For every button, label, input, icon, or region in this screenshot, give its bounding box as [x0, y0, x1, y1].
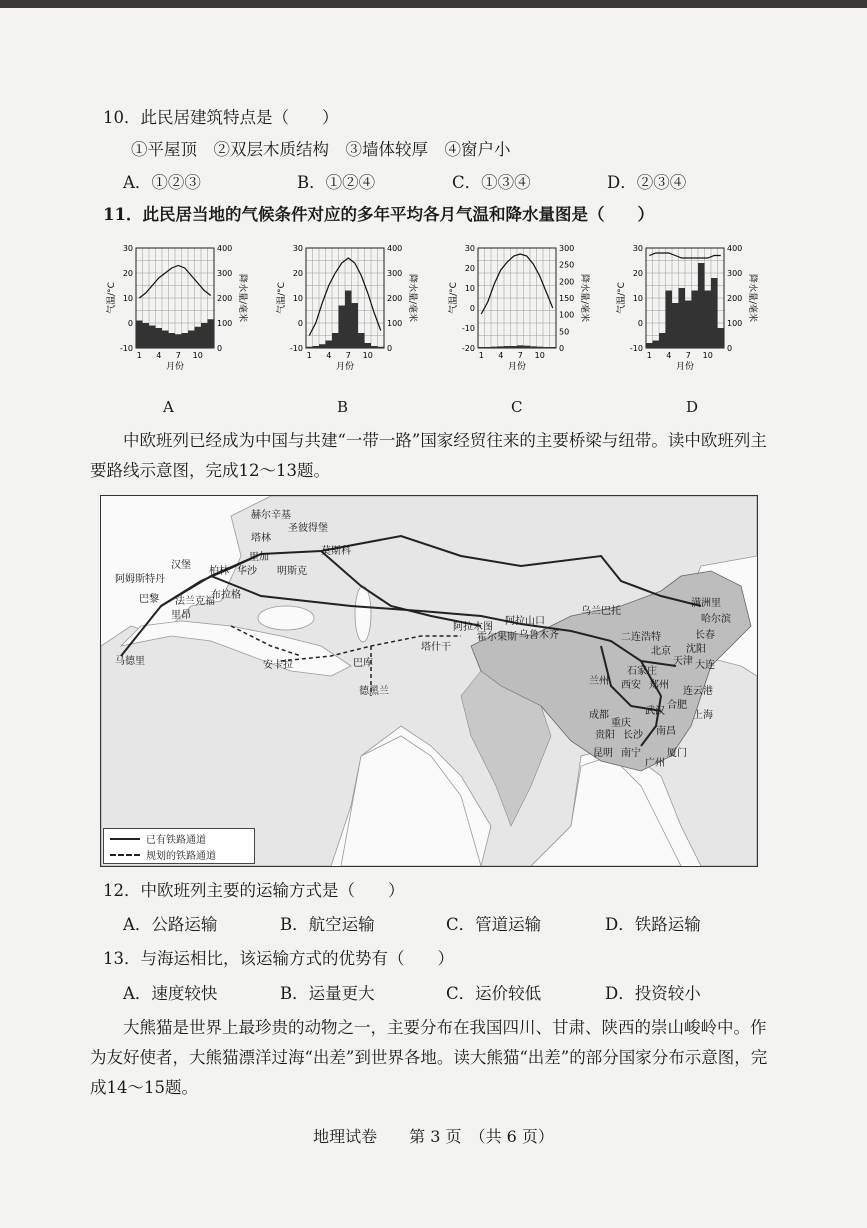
city-label: 南昌 — [656, 726, 676, 737]
intro-paragraph-railway: 中欧班列已经成为中国与共建“一带一路”国家经贸往来的主要桥梁与纽带。读中欧班列主要路线示意图，完成12～13题。 — [90, 431, 767, 480]
precip-tick-label: 200 — [727, 294, 743, 303]
month-tick-label: 1 — [478, 351, 484, 360]
q13-option-d: D．投资较小 — [605, 984, 701, 1003]
precip-tick-label: 250 — [559, 260, 575, 270]
q10-option-d: D．②③④ — [607, 173, 687, 192]
chart-label-b: B — [337, 398, 349, 416]
precip-tick-label: 100 — [217, 319, 233, 328]
city-label: 汉堡 — [171, 560, 191, 571]
temp-tick-label: -20 — [461, 344, 475, 353]
city-label: 大连 — [695, 660, 715, 671]
month-tick-label: 4 — [666, 351, 672, 360]
month-tick-label: 1 — [646, 351, 652, 360]
city-label: 厦门 — [667, 748, 687, 759]
city-label: 北京 — [651, 646, 671, 657]
month-tick-label: 1 — [306, 351, 312, 360]
temp-tick-label: 10 — [292, 294, 303, 303]
city-label: 贵阳 — [595, 730, 615, 741]
precip-bar — [313, 346, 320, 348]
scan-top-edge — [0, 0, 867, 8]
city-label: 武汉 — [645, 706, 665, 717]
precip-bar — [156, 328, 163, 348]
precip-bar — [646, 343, 653, 348]
precip-bar — [188, 331, 195, 349]
precip-tick-label: 400 — [387, 244, 403, 253]
city-label: 阿拉木图 — [453, 622, 493, 633]
precip-bar — [339, 306, 346, 349]
city-label: 阿拉山口 — [505, 616, 545, 627]
city-label: 圣彼得堡 — [288, 523, 328, 534]
q11-stem: 11．此民居当地的气候条件对应的多年平均各月气温和降水量图是（ ） — [103, 205, 654, 224]
precip-bar — [136, 321, 143, 349]
precip-bar — [692, 291, 699, 349]
precip-tick-label: 200 — [387, 294, 403, 303]
city-label: 天津 — [673, 656, 693, 667]
precip-bar — [352, 303, 359, 348]
temp-tick-label: -10 — [119, 344, 133, 353]
city-label: 赫尔辛基 — [251, 510, 291, 521]
precip-bar — [511, 346, 518, 348]
precip-bar — [358, 333, 365, 348]
city-label: 马德里 — [115, 656, 145, 667]
precip-bar — [524, 346, 531, 348]
precip-bar — [365, 343, 372, 348]
climate-chart-a — [107, 243, 247, 393]
precip-tick-label: 300 — [559, 244, 575, 253]
q12-option-c: C．管道运输 — [446, 915, 542, 934]
x-axis-label: 月份 — [335, 362, 355, 372]
precip-bar — [537, 347, 544, 348]
q13-option-c: C．运价较低 — [446, 984, 542, 1003]
temp-tick-label: -10 — [289, 344, 303, 353]
precip-bar — [195, 327, 202, 348]
y-axis-label: 气温/°C — [277, 282, 287, 314]
precip-bar — [705, 291, 712, 349]
city-label: 霍尔果斯 — [477, 632, 517, 643]
precip-tick-label: 300 — [387, 269, 403, 278]
temp-tick-label: 30 — [632, 244, 643, 253]
city-label: 重庆 — [611, 718, 631, 729]
precip-tick-label: 300 — [217, 269, 233, 278]
month-tick-label: 7 — [175, 351, 181, 360]
month-tick-label: 4 — [156, 351, 162, 360]
precip-bar — [169, 333, 176, 348]
precip-bar — [672, 303, 679, 348]
month-tick-label: 4 — [326, 351, 332, 360]
precip-tick-label: 0 — [387, 344, 393, 353]
precip-tick-label: 100 — [559, 310, 575, 320]
precip-tick-label: 200 — [217, 294, 233, 303]
legend-planned: 规划的铁路通道 — [146, 851, 216, 862]
precip-bar — [162, 331, 169, 349]
precip-bar — [175, 334, 182, 348]
precip-tick-label: 400 — [217, 244, 233, 253]
legend-existing: 已有铁路通道 — [146, 835, 206, 846]
x-axis-label: 月份 — [165, 362, 185, 372]
temp-tick-label: 0 — [469, 304, 475, 313]
precip-bar — [550, 347, 557, 348]
precip-tick-label: 100 — [727, 319, 743, 328]
q13-option-a: A．速度较快 — [123, 984, 218, 1003]
month-tick-label: 4 — [498, 351, 504, 360]
q12-stem: 12．中欧班列主要的运输方式是（ ） — [103, 881, 405, 900]
precip-bar — [530, 346, 537, 348]
temp-tick-label: 10 — [122, 294, 133, 303]
precip-bar — [517, 345, 524, 348]
precip-tick-label: 0 — [559, 344, 565, 353]
city-label: 明斯克 — [277, 566, 307, 577]
climate-chart-b — [277, 243, 417, 393]
chart-label-d: D — [686, 398, 699, 416]
city-label: 莫斯科 — [321, 546, 351, 557]
y2-axis-label: 降水量/毫米 — [407, 273, 417, 323]
q10-items: ①平屋顶 ②双层木质结构 ③墙体较厚 ④窗户小 — [131, 140, 511, 159]
city-label: 满洲里 — [691, 598, 721, 609]
precip-bar — [378, 347, 385, 348]
city-label: 塔什干 — [421, 642, 451, 653]
precip-bar — [306, 347, 313, 348]
month-tick-label: 1 — [136, 351, 142, 360]
x-axis-label: 月份 — [675, 362, 695, 372]
precip-tick-label: 400 — [727, 244, 743, 253]
temp-tick-label: 10 — [632, 294, 643, 303]
precip-tick-label: 0 — [217, 344, 223, 353]
precip-bar — [478, 347, 485, 348]
city-label: 华沙 — [237, 566, 257, 577]
q12-option-b: B．航空运输 — [280, 915, 375, 934]
month-tick-label: 10 — [192, 351, 203, 360]
climate-chart-c — [449, 243, 589, 393]
temp-tick-label: 20 — [464, 264, 475, 273]
precip-bar — [371, 346, 378, 348]
q12-option-a: A．公路运输 — [123, 915, 218, 934]
month-tick-label: 7 — [345, 351, 351, 360]
precip-bar — [504, 346, 511, 348]
city-label: 长沙 — [623, 730, 643, 741]
city-label: 巴黎 — [139, 594, 159, 605]
precip-bar — [485, 347, 492, 348]
precip-bar — [666, 291, 673, 349]
temp-tick-label: 30 — [464, 244, 475, 253]
city-label: 二连浩特 — [621, 632, 661, 643]
precip-bar — [679, 288, 686, 348]
temp-tick-label: 0 — [297, 319, 303, 328]
temp-tick-label: 20 — [292, 269, 303, 278]
precip-bar — [543, 347, 550, 348]
precip-tick-label: 50 — [559, 327, 570, 337]
q13-stem: 13．与海运相比，该运输方式的优势有（ ） — [103, 949, 454, 968]
city-label: 巴库 — [353, 658, 373, 669]
q10-option-c: C．①③④ — [452, 173, 531, 192]
q10-option-b: B．①②④ — [297, 173, 376, 192]
precip-bar — [653, 341, 660, 349]
city-label: 乌兰巴托 — [581, 606, 621, 617]
precip-bar — [685, 301, 692, 349]
city-label: 长春 — [695, 630, 715, 641]
precip-tick-label: 100 — [387, 319, 403, 328]
temp-tick-label: -10 — [629, 344, 643, 353]
temp-tick-label: -10 — [461, 324, 475, 333]
city-label: 阿姆斯特丹 — [115, 574, 165, 585]
precip-bar — [491, 347, 498, 348]
city-label: 连云港 — [683, 686, 713, 697]
city-label: 上海 — [693, 710, 713, 721]
month-tick-label: 7 — [685, 351, 691, 360]
month-tick-label: 10 — [534, 351, 545, 360]
city-label: 法兰克福 — [175, 596, 215, 607]
city-label: 里昂 — [171, 610, 191, 621]
precip-bar — [182, 333, 189, 348]
temp-tick-label: 0 — [637, 319, 643, 328]
city-label: 布拉格 — [211, 590, 241, 601]
climate-chart-d — [617, 243, 757, 393]
intro-paragraph-panda: 大熊猫是世界上最珍贵的动物之一，主要分布在我国四川、甘肃、陕西的崇山峻岭中。作为友好使者，大熊猫漂洋过海“出差”到世界各地。读大熊猫“出差”的部分国家分布示意图，完成14～15题。 — [90, 1018, 768, 1097]
month-tick-label: 10 — [702, 351, 713, 360]
q13-option-b: B．运量更大 — [280, 984, 375, 1003]
city-label: 乌鲁木齐 — [519, 630, 559, 641]
y-axis-label: 气温/°C — [449, 282, 459, 314]
y2-axis-label: 降水量/毫米 — [747, 273, 757, 323]
temp-tick-label: 10 — [464, 284, 475, 293]
precip-tick-label: 300 — [727, 269, 743, 278]
precip-tick-label: 200 — [559, 277, 575, 287]
city-label: 塔林 — [251, 533, 271, 544]
city-label: 柏林 — [209, 566, 229, 577]
city-label: 兰州 — [589, 676, 609, 687]
chart-label-a: A — [163, 398, 174, 416]
precip-bar — [498, 346, 505, 348]
chart-label-c: C — [511, 398, 523, 416]
precip-bar — [332, 333, 339, 348]
city-label: 哈尔滨 — [701, 614, 731, 625]
precip-bar — [326, 341, 333, 349]
q12-option-d: D．铁路运输 — [605, 915, 701, 934]
city-label: 昆明 — [593, 748, 613, 759]
temp-tick-label: 0 — [127, 319, 133, 328]
precip-bar — [143, 323, 150, 348]
city-label: 里加 — [249, 552, 269, 563]
precip-bar — [659, 333, 666, 348]
city-label: 西安 — [621, 680, 641, 691]
x-axis-label: 月份 — [507, 362, 527, 372]
precip-tick-label: 0 — [727, 344, 733, 353]
precip-bar — [718, 328, 725, 348]
q10-option-a: A．①②③ — [123, 173, 201, 192]
y-axis-label: 气温/°C — [617, 282, 627, 314]
city-label: 南宁 — [621, 748, 641, 759]
y2-axis-label: 降水量/毫米 — [579, 273, 589, 323]
temp-tick-label: 30 — [122, 244, 133, 253]
city-label: 合肥 — [667, 700, 687, 711]
precip-bar — [208, 319, 215, 348]
page-footer: 地理试卷 第 3 页 （共 6 页） — [313, 1127, 554, 1146]
china-europe-railway-map — [100, 495, 758, 867]
y-axis-label: 气温/°C — [107, 282, 117, 314]
city-label: 沈阳 — [686, 644, 706, 655]
y2-axis-label: 降水量/毫米 — [237, 273, 247, 323]
temp-tick-label: 30 — [292, 244, 303, 253]
map-legend — [103, 828, 255, 864]
precip-tick-label: 150 — [559, 294, 575, 303]
precip-bar — [149, 326, 156, 349]
city-label: 石家庄 — [627, 666, 657, 677]
precip-bar — [345, 291, 352, 349]
temp-tick-label: 20 — [122, 269, 133, 278]
month-tick-label: 10 — [362, 351, 373, 360]
city-label: 成都 — [589, 710, 609, 721]
precip-bar — [711, 278, 718, 348]
city-label: 德黑兰 — [359, 686, 389, 697]
city-label: 安卡拉 — [263, 660, 293, 671]
city-label: 广州 — [645, 758, 665, 769]
precip-bar — [698, 263, 705, 348]
q10-stem: 10．此民居建筑特点是（ ） — [103, 108, 339, 127]
month-tick-label: 7 — [517, 351, 523, 360]
city-label: 郑州 — [649, 680, 669, 691]
precip-bar — [201, 323, 208, 348]
precip-bar — [319, 344, 326, 348]
temp-tick-label: 20 — [632, 269, 643, 278]
